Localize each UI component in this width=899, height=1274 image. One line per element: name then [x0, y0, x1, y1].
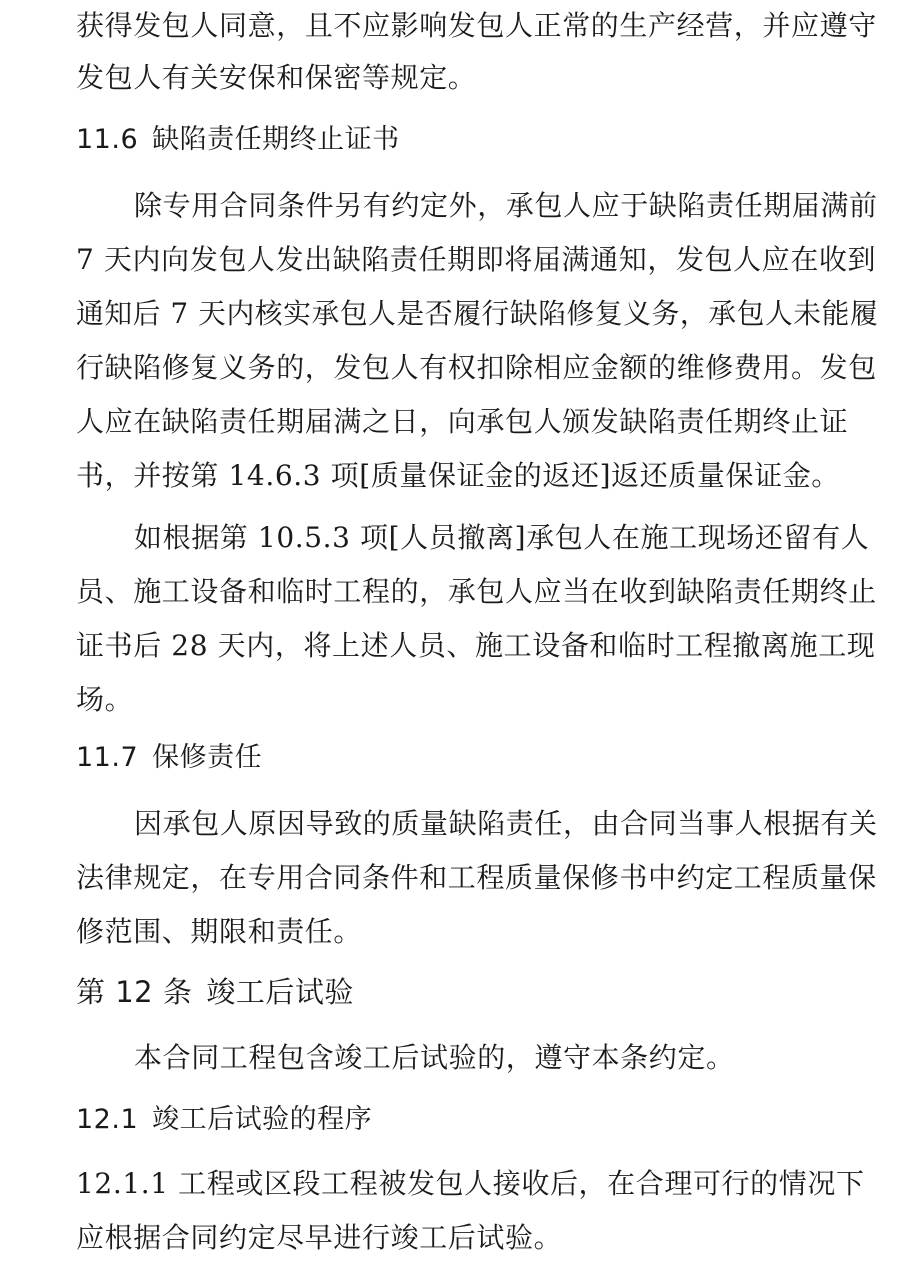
paragraph-line: 员、施工设备和临时工程的，承包人应当在收到缺陷责任期终止 [76, 575, 877, 608]
paragraph-line: 除专用合同条件另有约定外，承包人应于缺陷责任期届满前 [134, 189, 878, 222]
section-number: 12.1 [76, 1104, 139, 1135]
paragraph-line: 本合同工程包含竣工后试验的，遵守本条约定。 [134, 1041, 735, 1074]
paragraph-line: 法律规定，在专用合同条件和工程质量保修书中约定工程质量保 [76, 861, 877, 894]
paragraph-line: 获得发包人同意，且不应影响发包人正常的生产经营，并应遵守 [76, 9, 877, 42]
paragraph-line: 发包人有关安保和保密等规定。 [76, 61, 477, 94]
section-heading-12-1 [76, 1100, 372, 1140]
paragraph-line: 书，并按第 14.6.3 项[质量保证金的返还]返还质量保证金。 [76, 459, 840, 492]
section-title: 保修责任 [152, 742, 263, 773]
paragraph-line: 7 天内向发包人发出缺陷责任期即将届满通知，发包人应在收到 [76, 243, 877, 276]
article-number: 第 12 条 [76, 975, 193, 1009]
paragraph-line: 人应在缺陷责任期届满之日，向承包人颁发缺陷责任期终止证 [76, 405, 849, 438]
paragraph-line: 如根据第 10.5.3 项[人员撤离]承包人在施工现场还留有人 [134, 521, 870, 554]
article-title: 竣工后试验 [206, 975, 354, 1009]
paragraph-line: 行缺陷修复义务的，发包人有权扣除相应金额的维修费用。发包 [76, 351, 877, 384]
section-heading-11-7 [76, 738, 262, 778]
paragraph-line: 证书后 28 天内，将上述人员、施工设备和临时工程撤离施工现 [76, 629, 876, 662]
section-title: 缺陷责任期终止证书 [152, 124, 400, 155]
section-number: 11.6 [76, 124, 139, 155]
section-heading-11-6 [76, 120, 400, 160]
section-title: 竣工后试验的程序 [152, 1104, 373, 1135]
paragraph-line: 通知后 7 天内核实承包人是否履行缺陷修复义务，承包人未能履 [76, 297, 879, 330]
paragraph-line: 修范围、期限和责任。 [76, 915, 363, 948]
article-heading-12 [76, 972, 354, 1012]
paragraph-line: 12.1.1 工程或区段工程被发包人接收后，在合理可行的情况下 [76, 1167, 865, 1200]
paragraph-line: 应根据合同约定尽早进行竣工后试验。 [76, 1221, 563, 1254]
section-number: 11.7 [76, 742, 139, 773]
paragraph-line: 因承包人原因导致的质量缺陷责任，由合同当事人根据有关 [134, 807, 878, 840]
paragraph-line: 场。 [76, 683, 134, 716]
